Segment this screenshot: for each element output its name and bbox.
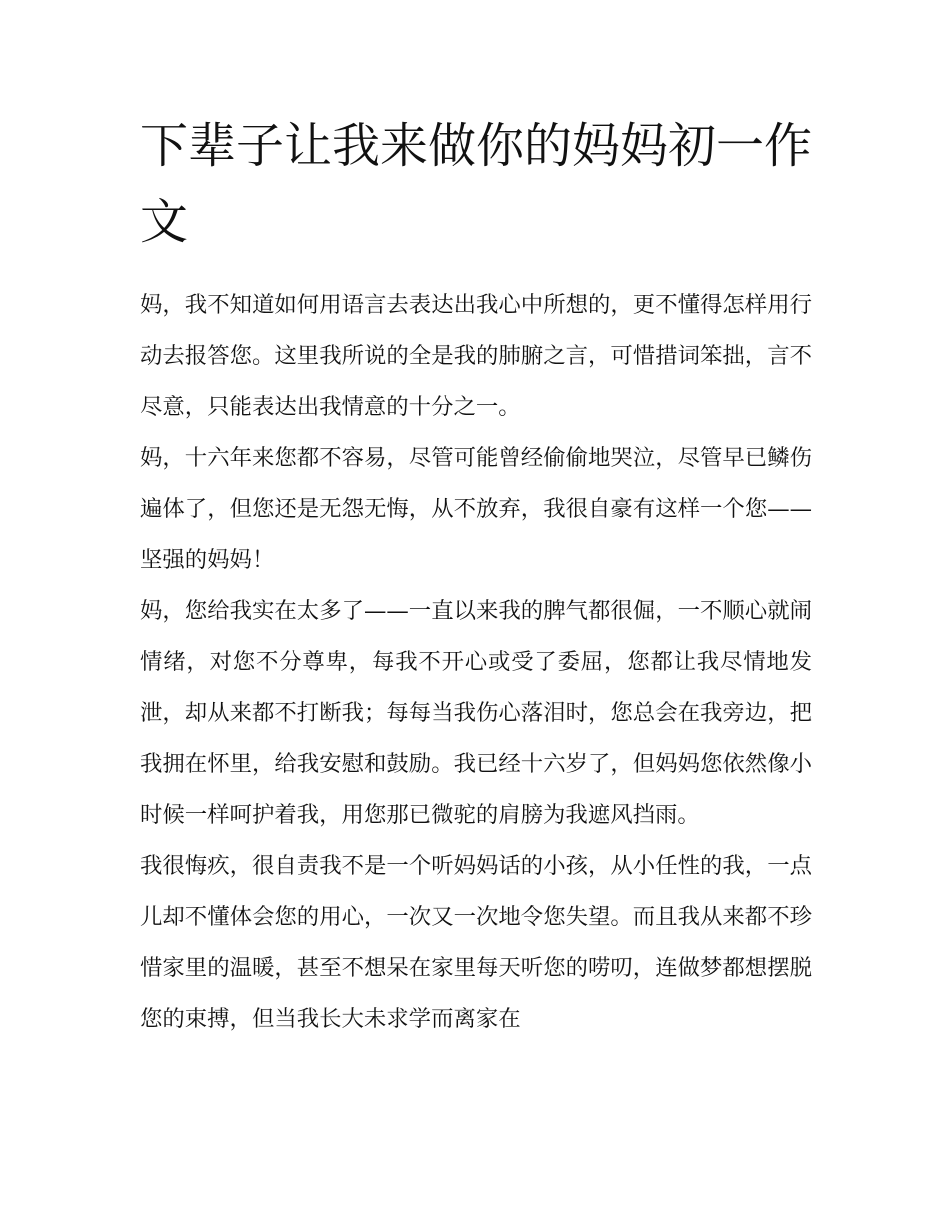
document-title: 下辈子让我来做你的妈妈初一作文 [140, 118, 813, 250]
paragraph: 妈，十六年来您都不容易，尽管可能曾经偷偷地哭泣，尽管早已鳞伤遍体了，但您还是无怨无悔，从不放弃，我很自豪有这样一个您——坚强的妈妈！ [140, 445, 812, 573]
paragraph: 妈，您给我实在太多了——一直以来我的脾气都很倔，一不顺心就闹情绪，对您不分尊卑，每我不开心或受了委屈，您都让我尽情地发泄，却从来都不打断我；每每当我伤心落泪时，您总会在我旁边，把我拥在怀里，给我安慰和鼓励。我已经十六岁了，但妈妈您依然像小时候一样呵护着我，用您那已微驼的肩膀为我遮风挡雨。 [140, 598, 812, 828]
document-body [140, 108, 812, 1045]
paragraph: 我很悔疚，很自责我不是一个听妈妈话的小孩，从小任性的我，一点儿却不懂体会您的用心，一次又一次地令您失望。而且我从来都不珍惜家里的温暖，甚至不想呆在家里每天听您的唠叨，连做梦都想摆脱您的束搏，但当我长大未求学而离家在 [140, 853, 812, 1032]
paragraph: 妈，我不知道如何用语言去表达出我心中所想的，更不懂得怎样用行动去报答您。这里我所说的全是我的肺腑之言，可惜措词笨拙，言不尽意，只能表达出我情意的十分之一。 [140, 292, 812, 420]
